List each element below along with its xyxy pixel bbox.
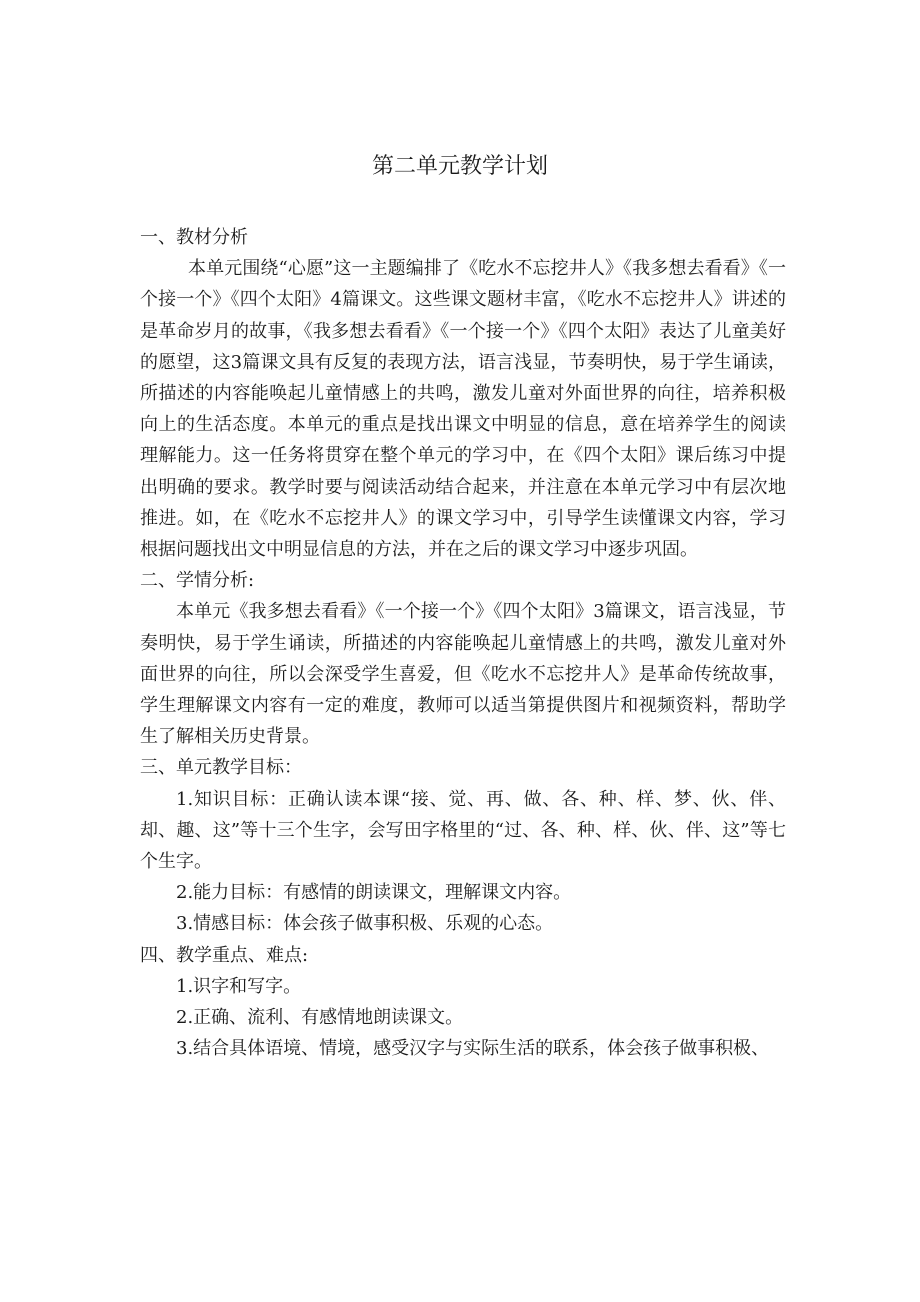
document-title: 第二单元教学计划 [371, 154, 548, 179]
document-body [140, 222, 786, 1064]
goal-item-emotion: 3.情感目标：体会孩子做事积极、乐观的心态。 [176, 913, 554, 935]
section-heading-key-points: 四、教学重点、难点: [140, 944, 309, 966]
goal-item-knowledge: 1.知识目标：正确认读本课“接、觉、再、做、各、种、样、梦、伙、伴、却、趣、这”等十三个生字，会写田字格里的“过、各、种、样、伙、伴、这”等七个生字。 [140, 788, 786, 873]
paragraph-textbook-analysis: 本单元围绕“心愿”这一主题编排了《吃水不忘挖井人》《我多想去看看》《一个接一个》《四个太阳》4篇课文。这些课文题材丰富，《吃水不忘挖井人》讲述的是革命岁月的故事，《我多想去看看》《一个接一个》《四个太阳》表达了儿童美好的愿望，这3篇课文具有反复的表现方法，语言浅显，节奏明快，易于学生诵读，所描述的内容能唤起儿童情感上的共鸣，激发儿童对外面世界的向往，培养积极向上的生活态度。本单元的重点是找出课文中明显的信息，意在培养学生的阅读理解能力。这一任务将贯穿在整个单元的学习中，在《四个太阳》课后练习中提出明确的要求。教学时要与阅读活动结合起来，并注意在本单元学习中有层次地推进。如，在《吃水不忘挖井人》的课文学习中，引导学生读懂课文内容，学习根据问题找出文中明显信息的方法，并在之后的课文学习中逐步巩固。 [140, 258, 786, 561]
goal-item-ability: 2.能力目标：有感情的朗读课文，理解课文内容。 [176, 882, 572, 904]
section-heading-student-analysis: 二、学情分析: [140, 570, 255, 592]
key-point-item-1: 1.识字和写字。 [176, 975, 302, 997]
section-heading-unit-goals: 三、单元教学目标： [140, 757, 302, 779]
key-point-item-3: 3.结合具体语境、情境，感受汉字与实际生活的联系，体会孩子做事积极、 [176, 1038, 770, 1060]
key-point-item-2: 2.正确、流利、有感情地朗读课文。 [176, 1007, 464, 1029]
section-heading-textbook-analysis: 一、教材分析 [140, 227, 248, 248]
paragraph-student-analysis: 本单元《我多想去看看》《一个接一个》《四个太阳》3篇课文，语言浅显，节奏明快，易于学生诵读，所描述的内容能唤起儿童情感上的共鸣，激发儿童对外面世界的向往，所以会深受学生喜爱，但《吃水不忘挖井人》是革命传统故事，学生理解课文内容有一定的难度，教师可以适当第提供图片和视频资料，帮助学生了解相关历史背景。 [140, 601, 786, 748]
